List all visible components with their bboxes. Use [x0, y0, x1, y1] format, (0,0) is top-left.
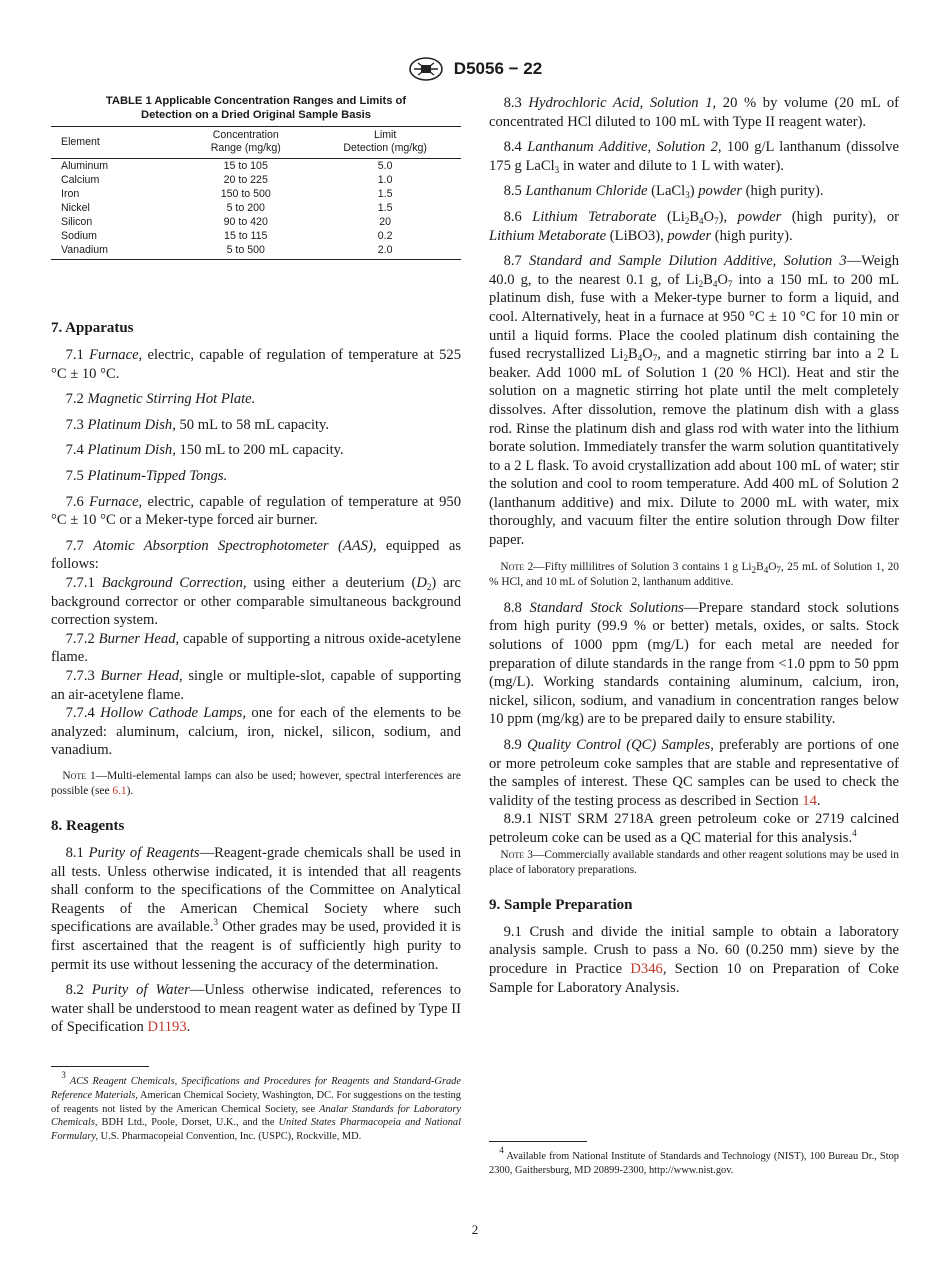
- astm-logo-icon: [408, 57, 444, 81]
- para-7-7-4: 7.7.4 Hollow Cathode Lamps, one for each of the elements to be analyzed: aluminum, calcium, iron, nickel, silicon, sodium, and vanadium.: [51, 705, 461, 759]
- practice-link-d346[interactable]: D346: [630, 960, 663, 977]
- para-7-3: 7.3 Platinum Dish, 50 mL to 58 mL capacity.: [65, 416, 330, 433]
- section-9-heading: 9. Sample Preparation: [489, 896, 633, 913]
- page-number: 2: [471, 1222, 479, 1237]
- note-3: Note 3—Commercially available standards and other reagent solutions may be used in place of laboratory preparations.: [489, 848, 899, 877]
- para-7-1: 7.1 Furnace, electric, capable of regulation of temperature at 525 °C ± 10 °C.: [51, 347, 462, 382]
- section-link-6-1[interactable]: 6.1: [112, 785, 127, 798]
- table-row: Iron 150 to 500 1.5: [61, 188, 393, 200]
- table-row: Vanadium 5 to 500 2.0: [51, 243, 461, 260]
- para-9-1: 9.1 Crush and divide the initial sample to obtain a laboratory analysis sample. Crush to pass a No. 60 (0.250 mm) sieve by the procedure in Practice D346, Section 10 on Preparation of Coke Sample for Laboratory Analysis.: [489, 923, 900, 996]
- para-7-6: 7.6 Furnace, electric, capable of regulation of temperature at 950 °C ± 10 °C or a Meker-type forced air burner.: [51, 493, 462, 529]
- para-7-7: 7.7 Atomic Absorption Spectrophotometer (AAS), equipped as follows:: [51, 537, 462, 573]
- para-7-4: 7.4 Platinum Dish, 150 mL to 200 mL capacity.: [65, 442, 344, 459]
- para-7-7-3: 7.7.3 Burner Head, single or multiple-slot, capable of supporting an air-acetylene flame.: [51, 667, 461, 703]
- para-7-7-2: 7.7.2 Burner Head, capable of supporting a nitrous oxide-acetylene flame.: [51, 630, 461, 666]
- col-header-range: Concentration Range (mg/kg): [182, 127, 309, 159]
- footnote-rule: [489, 1141, 587, 1142]
- para-8-1: 8.1 Purity of Reagents—Reagent-grade chemicals shall be used in all tests. Unless otherwise indicated, it is intended that all reagents shall conform to the specifications of the Committee on Analytical Reagents of the American Chemical Society where such specifications are available.$^3$ Other grades may be used, provided it is first ascertained that the reagent is of sufficiently high purity to permit its use without lessening the accuracy of the determination.: [51, 845, 461, 973]
- footnote-3-block: [51, 1066, 461, 1144]
- footnote-4-block: [489, 1141, 899, 1178]
- col-header-limit: Limit Detection (mg/kg): [309, 127, 461, 159]
- table-row: Calcium 20 to 225 1.0: [61, 174, 393, 186]
- table-row: Aluminum 15 to 105 5.0: [61, 160, 393, 172]
- para-7-5: 7.5 Platinum-Tipped Tongs.: [65, 467, 228, 484]
- para-7-2: 7.2 Magnetic Stirring Hot Plate.: [65, 391, 256, 408]
- para-8-9: 8.9 Quality Control (QC) Samples, preferably are portions of one or more petroleum coke samples that are stable and representative of the samples of interest. These QC samples can be used to check the validity of the testing process as described in Section 14.: [489, 737, 900, 809]
- para-8-3: 8.3 Hydrochloric Acid, Solution 1, 20 % by volume (20 mL of concentrated HCl diluted to 100 mL with Type II reagent water).: [489, 95, 899, 130]
- standard-number: D5056 − 22: [453, 59, 543, 78]
- section-8-heading: 8. Reagents: [51, 818, 125, 835]
- concentration-table: [51, 126, 461, 260]
- para-7-7-1: 7.7.1 Background Correction, using either a deuterium $(D_2)$ arc background corrector or other comparable simultaneous background correction system.: [51, 574, 461, 629]
- para-8-5: 8.5 Lanthanum Chloride (LaCl$_3$) powder (high purity).: [503, 183, 824, 201]
- table-title-line1: TABLE 1 Applicable Concentration Ranges and Limits of: [105, 95, 407, 107]
- note-2: Note 2—Fifty millilitres of Solution 3 contains 1 g $Li_2B_4O_7$, 25 mL of Solution 1, 20 % HCl, and 10 mL of Solution 2, lanthanum additive.: [489, 560, 899, 589]
- para-8-8: 8.8 Standard Stock Solutions—Prepare standard stock solutions from high purity (99.9 % or better) metals, oxides, or salts. Stock solutions of 1000 ppm (mg/L) for each metal are needed for preparation of dilute standards in the range from <1.0 ppm to 50 ppm (mg/L). Working standards containing aluminum, calcium, iron, nickel, silicon, sodium, and vanadium in concentration ranges below 10 ppm (mg/kg) are to be prepared daily to ensure stability.: [489, 599, 900, 728]
- note-1: Note 1—Multi-elemental lamps can also be used; however, spectral interferences are possible (see 6.1).: [51, 769, 461, 798]
- table-row: Nickel 5 to 200 1.5: [61, 202, 393, 214]
- table-row: Sodium 15 to 115 0.2: [61, 230, 393, 242]
- right-column: [489, 94, 900, 1176]
- table-row: Silicon 90 to 420 20: [61, 216, 392, 228]
- section-7-heading: 7. Apparatus: [51, 320, 134, 336]
- col-header-element: Element: [51, 127, 182, 159]
- table-1: [51, 94, 461, 260]
- footnote-3: $^3$ ACS Reagent Chemicals, Specifications and Procedures for Reagents and Standard-Grade Reference Materials, American Chemical Society, Washington, DC. For suggestions on the testing of reagents not listed by the American Chemical Society, see Analar Standards for Laboratory Chemicals, BDH Ltd., Poole, Dorset, U.K., and the United States Pharmacopeia and National Formulary, U.S. Pharmacopeial Convention, Inc. (USPC), Rockville, MD.: [51, 1070, 461, 1143]
- para-8-4: 8.4 Lanthanum Additive, Solution 2, 100 g/L lanthanum (dissolve 175 g LaCl$_3$ in water and dilute to 1 L with water).: [489, 139, 899, 175]
- section-link-14[interactable]: 14: [802, 792, 817, 809]
- left-column: [51, 94, 462, 1143]
- page-header: [0, 57, 950, 81]
- para-8-2: 8.2 Purity of Water—Unless otherwise indicated, references to water shall be understood to mean reagent water as defined by Type II of Specification D1193.: [51, 982, 461, 1036]
- para-8-9-1: 8.9.1 NIST SRM 2718A green petroleum coke or 2719 calcined petroleum coke can be used as a QC material for this analysis.$^4$: [489, 811, 899, 846]
- footnote-4: $^4$ Available from National Institute of Standards and Technology (NIST), 100 Bureau Dr., Stop 2300, Gaithersburg, MD 20899-2300, http://www.nist.gov.: [489, 1145, 899, 1176]
- footnote-rule: [51, 1066, 149, 1067]
- para-8-7: 8.7 Standard and Sample Dilution Additive, Solution 3—Weigh 40.0 g, to the nearest 0.1 g, of $Li_2B_4O_7$ into a 150 mL to 200 mL platinum dish, fuse with a Meker-type burner to form a liquid, and cool. Alternatively, heat in a furnace at 950 °C ± 10 °C for 10 min or until a liquid forms. Place the cooled platinum dish containing the fused recrystallized $Li_2B_4O_7$, and a magnetic stirring bar into a 2 L beaker. Add 1000 mL of Solution 1 (20 % HCl). Heat and stir the solution on a magnetic stirring hot plate until the melt completely dissolves. After dissolution, remove the platinum dish with a glass rod. Rinse the platinum dish and glass rod with water into the lithium borate solution. Immediately transfer the warm solution quantitatively to a 2 L flask. To avoid crystallization add about 100 mL of water; stir the solution and cool to room temperature. Add 400 mL of Solution 2 (lanthanum additive) and mix. Dilute to 2000 mL with water, mix thoroughly, and vacuum filter the entire solution through Dow filter paper.: [489, 253, 900, 549]
- table-title-line2: Detection on a Dried Original Sample Basis: [140, 109, 372, 121]
- spec-link-d1193[interactable]: D1193: [147, 1019, 187, 1036]
- para-8-6: 8.6 Lithium Tetraborate $(Li_2B_4O_7)$, powder (high purity), or Lithium Metaborate (LiBO3), powder (high purity).: [489, 208, 900, 244]
